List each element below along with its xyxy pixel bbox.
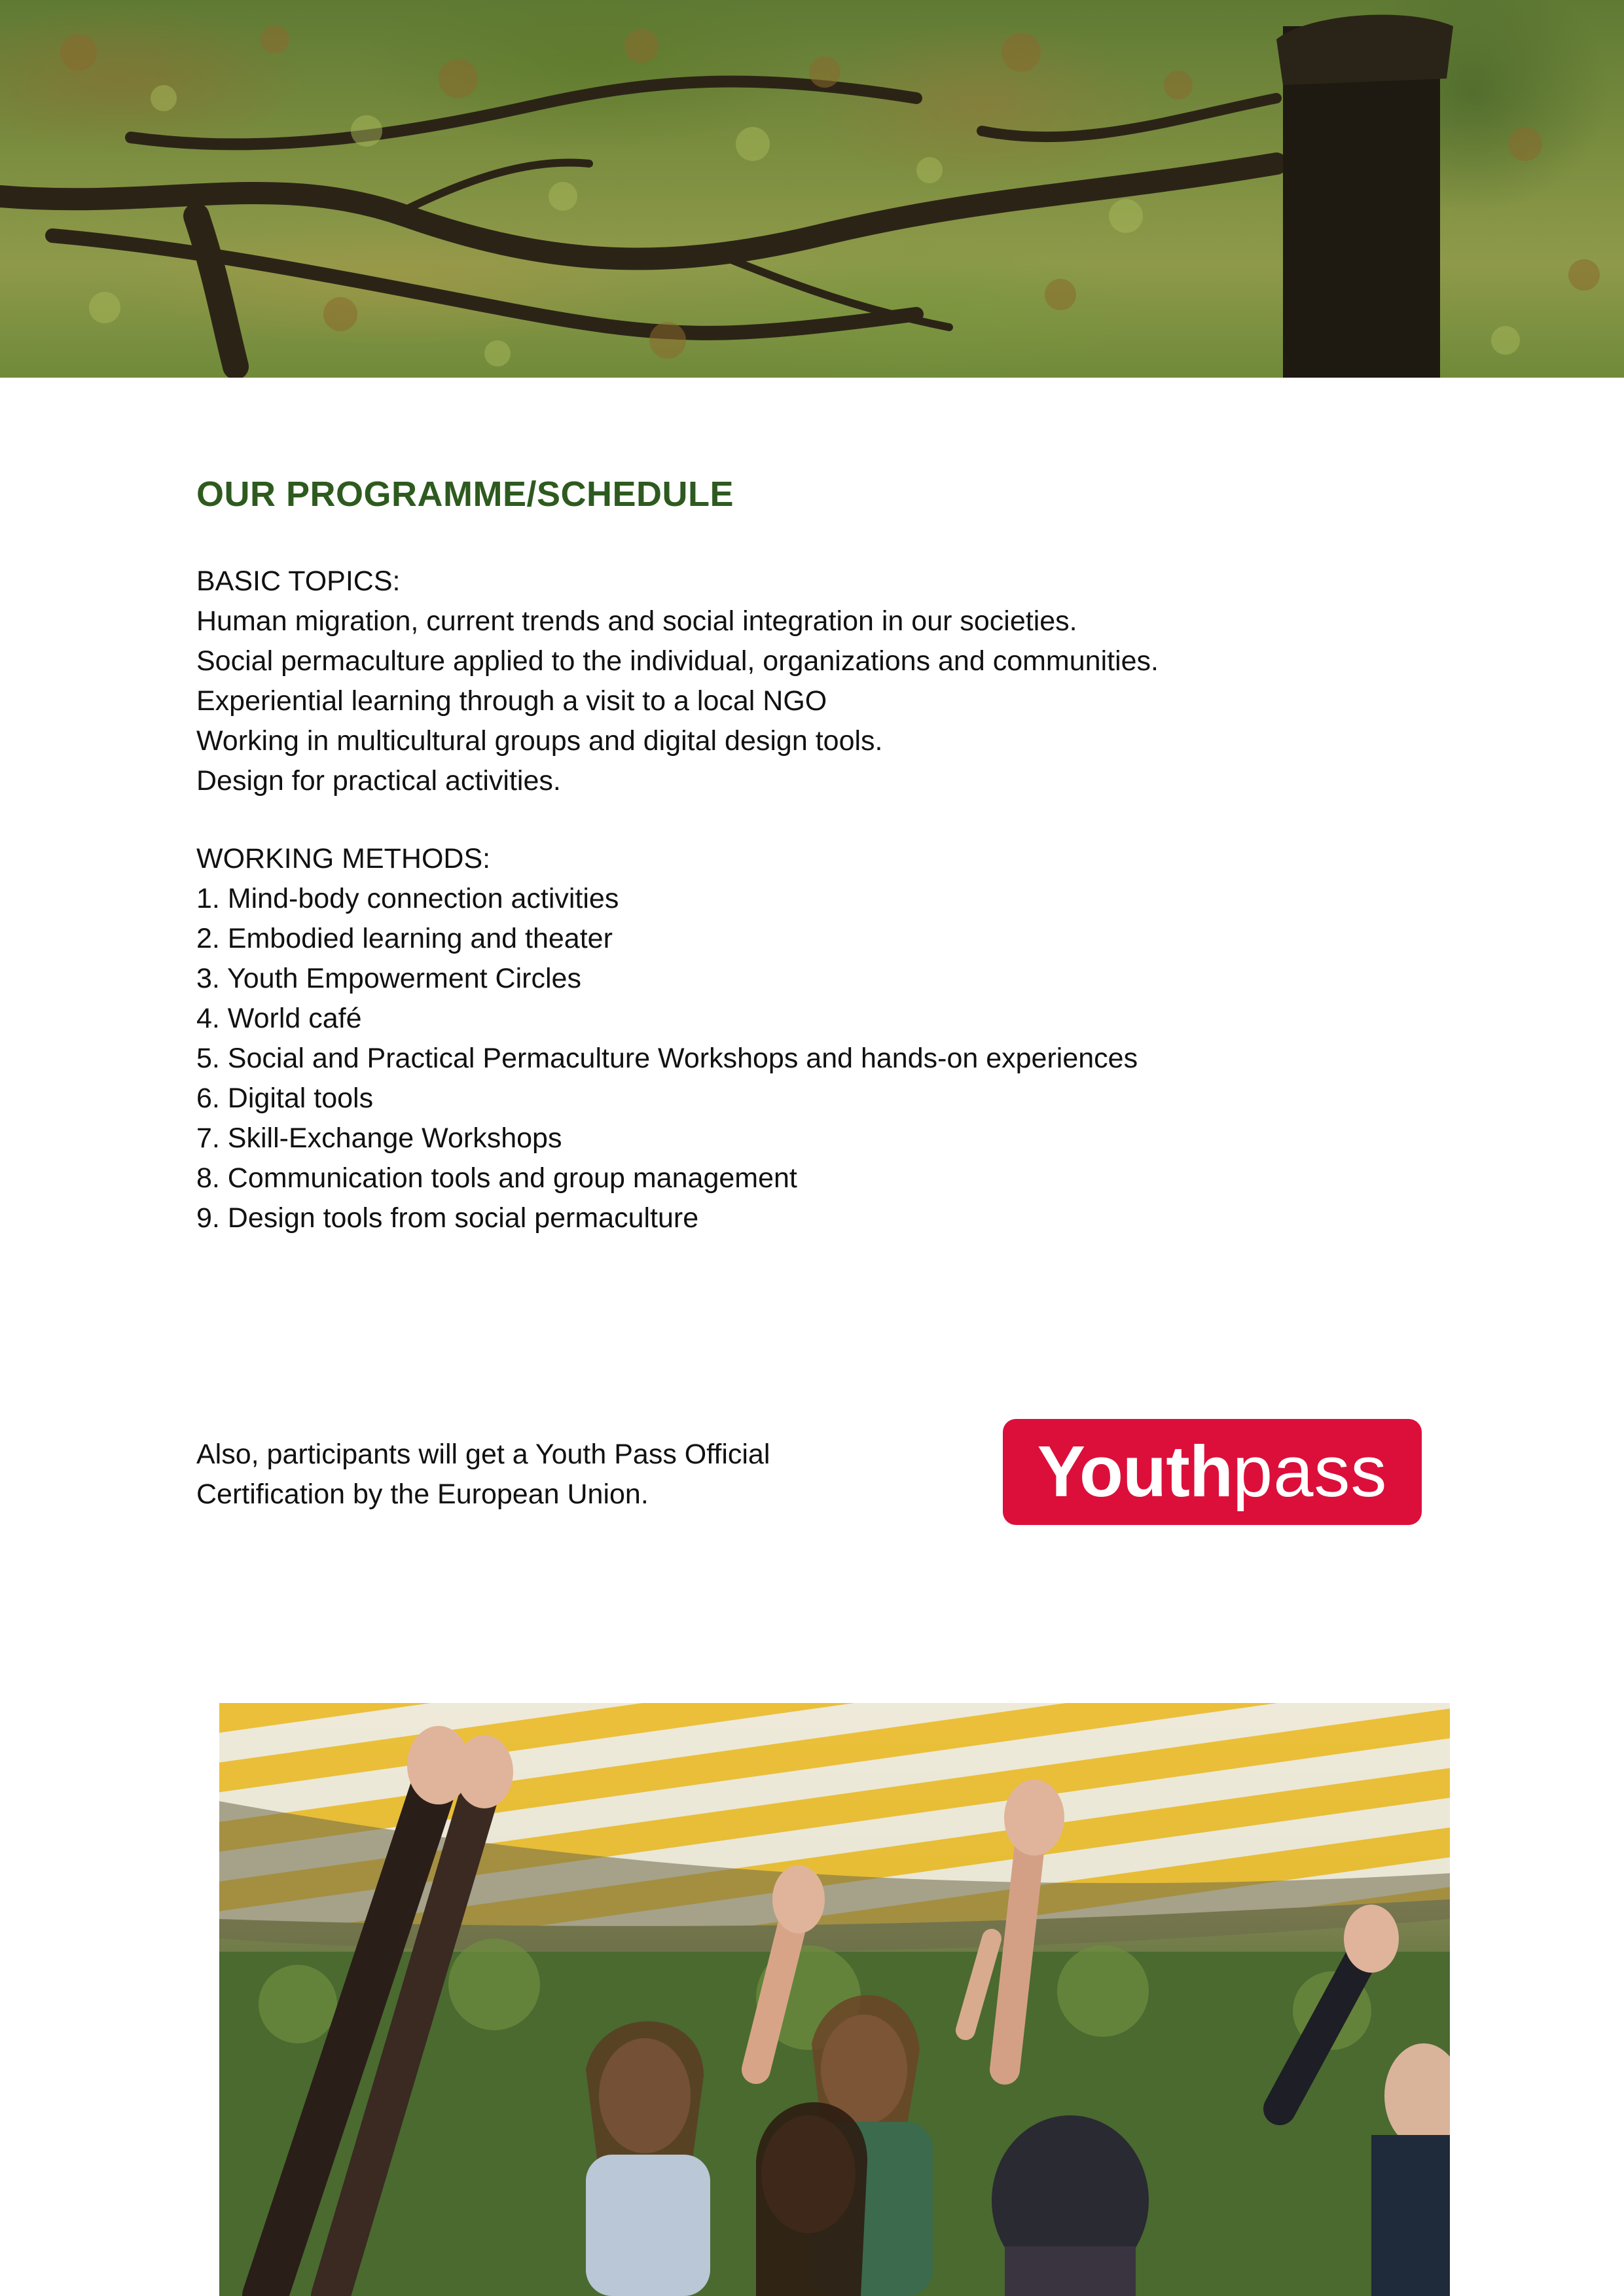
- method-item: 4. World café: [196, 1003, 362, 1034]
- certification-line: Also, participants will get a Youth Pass Official: [196, 1439, 770, 1470]
- working-methods-heading: WORKING METHODS:: [196, 843, 491, 874]
- footer-group-photo: [219, 1703, 1450, 2296]
- youthpass-logo-light: pass: [1233, 1431, 1388, 1512]
- topic-item: Human migration, current trends and social integration in our societies.: [196, 605, 1077, 637]
- method-item: 7. Skill-Exchange Workshops: [196, 1122, 562, 1154]
- method-item: 8. Communication tools and group management: [196, 1162, 797, 1194]
- tree-canopy-photo-icon: [0, 0, 1624, 378]
- method-item: 2. Embodied learning and theater: [196, 923, 613, 954]
- method-item: 3. Youth Empowerment Circles: [196, 963, 581, 994]
- method-item: 9. Design tools from social permaculture: [196, 1202, 699, 1234]
- method-item: 6. Digital tools: [196, 1083, 374, 1114]
- topic-item: Experiential learning through a visit to a local NGO: [196, 685, 827, 717]
- topic-item: Working in multicultural groups and digital design tools.: [196, 725, 883, 757]
- youthpass-logo-bold: Youth: [1037, 1431, 1233, 1512]
- header-tree-photo: [0, 0, 1624, 378]
- page-title: OUR PROGRAMME/SCHEDULE: [196, 475, 734, 514]
- method-item: 1. Mind-body connection activities: [196, 883, 619, 914]
- topic-item: Design for practical activities.: [196, 765, 561, 797]
- method-item: 5. Social and Practical Permaculture Workshops and hands-on experiences: [196, 1043, 1138, 1074]
- basic-topics-section: [196, 562, 1159, 801]
- basic-topics-heading: BASIC TOPICS:: [196, 565, 401, 597]
- working-methods-section: [196, 839, 1138, 1238]
- group-photo-raised-hands-icon: [219, 1703, 1450, 2296]
- certification-line: Certification by the European Union.: [196, 1479, 649, 1510]
- youthpass-logo: [1003, 1419, 1422, 1525]
- certification-text: [196, 1435, 770, 1515]
- topic-item: Social permaculture applied to the individual, organizations and communities.: [196, 645, 1159, 677]
